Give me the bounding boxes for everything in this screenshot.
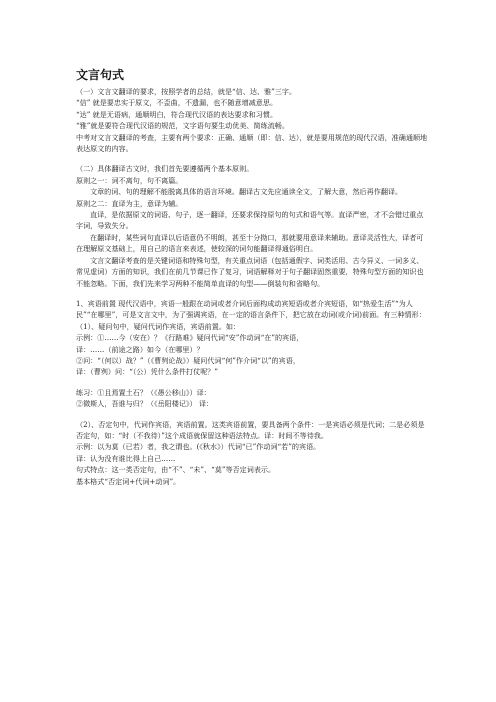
paragraph: 练习：①且焉置土石？（《愚公移山》）译： bbox=[76, 387, 211, 397]
paragraph-gap bbox=[76, 410, 428, 419]
paragraph: ②问：“（何以）战？”（《曹刿论战》）疑问代词“何”作介词“以”的宾语， bbox=[76, 355, 300, 365]
paragraph: 译：（曹刿）问：“（公）凭什么条件打仗呢？” bbox=[76, 367, 219, 377]
paragraph: 句式特点：这一类否定句，由“不”、“未”、“莫”等否定词表示。 bbox=[76, 465, 276, 475]
paragraph: （2）、否定句中，代词作宾语，宾语前置。这类宾语前置，要具备两个条件：一是宾语必须是代词；二是必须是否定句，如：“时（不我待）”这个成语就保留这种语法特点。译：时间不等待我。 bbox=[76, 419, 425, 440]
paragraph: 译：……（前途之路）如今（在哪里）？ bbox=[76, 344, 204, 354]
paragraph-gap bbox=[76, 378, 428, 387]
paragraph: 1、宾语前置 现代汉语中，宾语一般跟在动词或者介词后面构成动宾短语或者介宾短语，如“热爱生活”“为人民”“在哪里”，可是文言文中，为了强调宾语，在一定的语言条件下，把它放在动词(或介词)前面。有三种情形： bbox=[76, 298, 426, 320]
paragraph: ②微斯人，吾谁与归？（《岳阳楼记》） 译： bbox=[76, 399, 214, 409]
paragraph: 原则之二：直译为主，意译为辅。 bbox=[76, 198, 183, 208]
paragraph: （二）具体翻译古文时，我们首先要遵循两个基本原则。 bbox=[76, 164, 254, 174]
paragraph: 中考对文言文翻译的考查，主要有两个要求：正确、通顺（即：信、达），就是要用规范的现代汉语，准确通顺地表达原文的内容。 bbox=[76, 132, 428, 154]
paragraph: （一）文言文翻译的要求，按照学者的总结，就是“信、达、雅”三字。 bbox=[76, 87, 297, 96]
paragraph: 示例：①……今（安在）？《行路难》疑问代词“安”作动词“在”的宾语， bbox=[76, 333, 304, 343]
paragraph: （1）、疑问句中，疑问代词作宾语，宾语前置。如： bbox=[76, 321, 241, 331]
paragraph: “达” 就是无语病，通顺明白，符合现代汉语的表达要求和习惯。 bbox=[76, 109, 278, 119]
paragraph: “信” 就是要忠实于原文，不歪曲，不遗漏，也不随意增减意思。 bbox=[76, 98, 278, 108]
paragraph-gap bbox=[76, 289, 428, 298]
paragraph: 译：认为没有谁比得上自己…… bbox=[76, 453, 176, 463]
document-title: 文言句式 bbox=[76, 68, 125, 82]
paragraph: 文章的词、句的理解不能脱离具体的语言环境。翻译古文先应通读全文，了解大意，然后再作翻译。 bbox=[90, 187, 403, 197]
paragraph: 原则之一：词不离句，句不离篇。 bbox=[76, 175, 183, 185]
document-body bbox=[76, 86, 428, 487]
paragraph: 文言文翻译考查的是关键词语和特殊句型，有关重点词语（包括通假字、词类活用、古今异义、一词多义、常见虚词）方面的知识，我们在前几节课已作了复习，词语解释对于句子翻译固然重要，特殊句型方面的知识也不能忽略。下面，我们先来学习两种不能简单直译的句型——倒装句和省略句。 bbox=[76, 255, 424, 288]
paragraph: “雅”就是要符合现代汉语的规范，文字语句要生动优美、简练流畅。 bbox=[76, 121, 289, 131]
paragraph: 在翻译时，某些词句直译以后语意仍不明朗，甚至十分拗口，那就要用意译来辅助。意译灵活性大，译者可在理解原文基础上，用自己的语言来表述，使较深的词句能翻译得通俗明白。 bbox=[76, 232, 424, 254]
paragraph: 基本格式“否定词+代词+动词”。 bbox=[76, 476, 181, 486]
paragraph: 示例：以为莫（已若）者，我之谓也。(《秋水》）代词“已”作动词“若”的宾语。 bbox=[76, 442, 321, 452]
paragraph: 直译，是依据原文的词语、句子，逐一翻译，还要求保持原句的句式和语气等。直译严密，才不会错过重点字词，导致失分。 bbox=[76, 210, 424, 231]
paragraph-gap bbox=[76, 154, 428, 163]
